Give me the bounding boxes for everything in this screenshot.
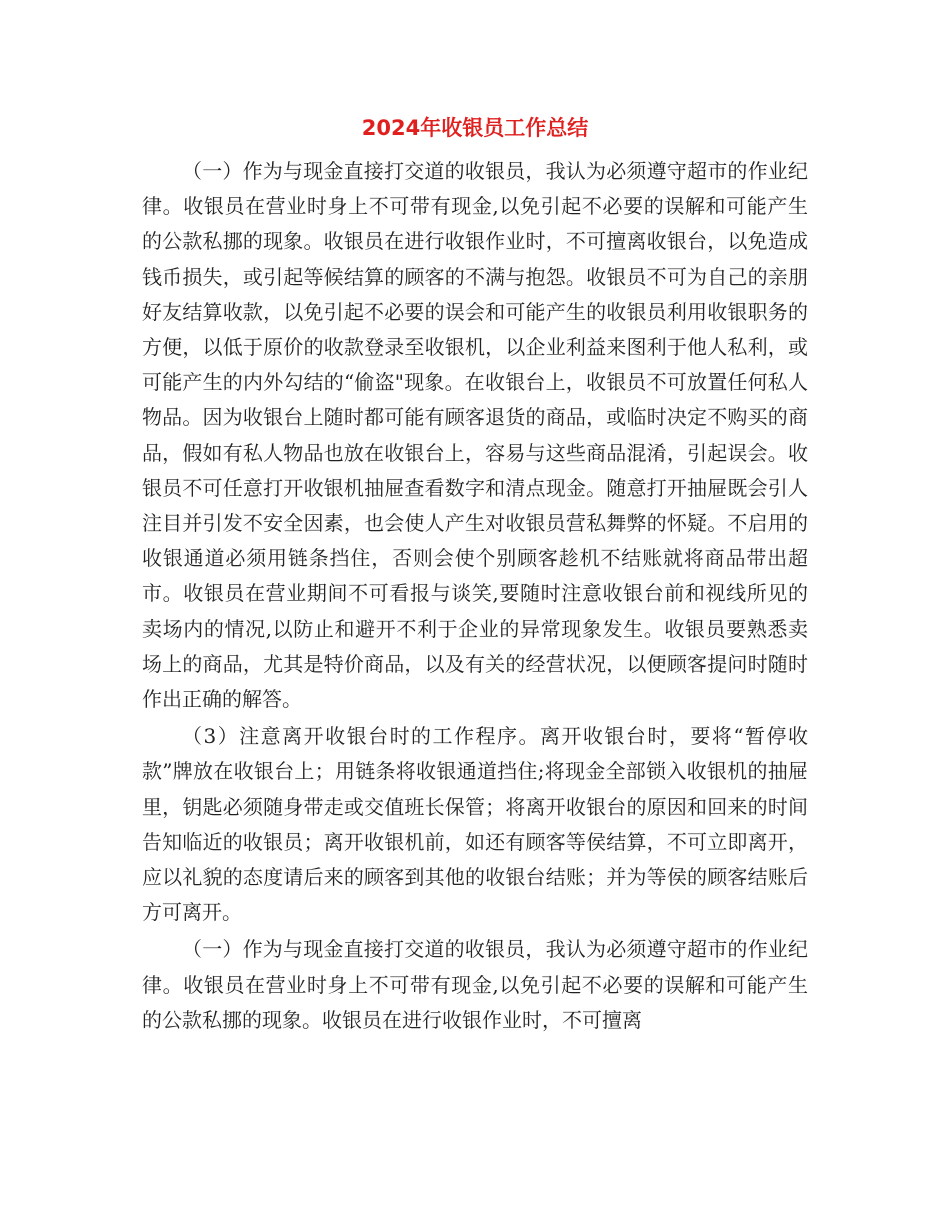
- document-title: 2024年收银员工作总结: [361, 116, 589, 140]
- paragraph-work-discipline: （一）作为与现金直接打交道的收银员，我认为必须遵守超市的作业纪律。收银员在营业时身上不可带有现金,以免引起不必要的误解和可能产生的公款私挪的现象。收银员在进行收银作业时，不可擅离收银台，以免造成钱币损失，或引起等候结算的顾客的不满与抱怨。收银员不可为自己的亲朋好友结算收款，以免引起不必要的误会和可能产生的收银员利用收银职务的方便，以低于原价的收款登录至收银机，以企业利益来图利于他人私利，或可能产生的内外勾结的“偷盗"现象。在收银台上，收银员不可放置任何私人物品。因为收银台上随时都可能有顾客退货的商品，或临时决定不购买的商品，假如有私人物品也放在收银台上，容易与这些商品混淆，引起误会。收银员不可任意打开收银机抽屉查看数字和清点现金。随意打开抽屉既会引人注目并引发不安全因素，也会使人产生对收银员营私舞弊的怀疑。不启用的收银通道必须用链条挡住，否则会使个别顾客趁机不结账就将商品带出超市。收银员在营业期间不可看报与谈笑,要随时注意收银台前和视线所见的卖场内的情况,以防止和避开不利于企业的异常现象发生。收银员要熟悉卖场上的商品，尤其是特价商品，以及有关的经营状况，以便顾客提问时随时作出正确的解答。: [142, 159, 808, 712]
- paragraph-work-discipline-repeat: （一）作为与现金直接打交道的收银员，我认为必须遵守超市的作业纪律。收银员在营业时身上不可带有现金,以免引起不必要的误解和可能产生的公款私挪的现象。收银员在进行收银作业时，不可擅离: [142, 937, 808, 1032]
- paragraph-leaving-procedure: （3）注意离开收银台时的工作程序。离开收银台时，要将“暂停收款”牌放在收银台上；用链条将收银通道挡住;将现金全部锁入收银机的抽屉里，钥匙必须随身带走或交值班长保管；将离开收银台的原因和回来的时间告知临近的收银员；离开收银机前，如还有顾客等侯结算，不可立即离开，应以礼貌的态度请后来的顾客到其他的收银台结账；并为等侯的顾客结账后方可离开。: [142, 724, 808, 925]
- document-body: [142, 154, 808, 1040]
